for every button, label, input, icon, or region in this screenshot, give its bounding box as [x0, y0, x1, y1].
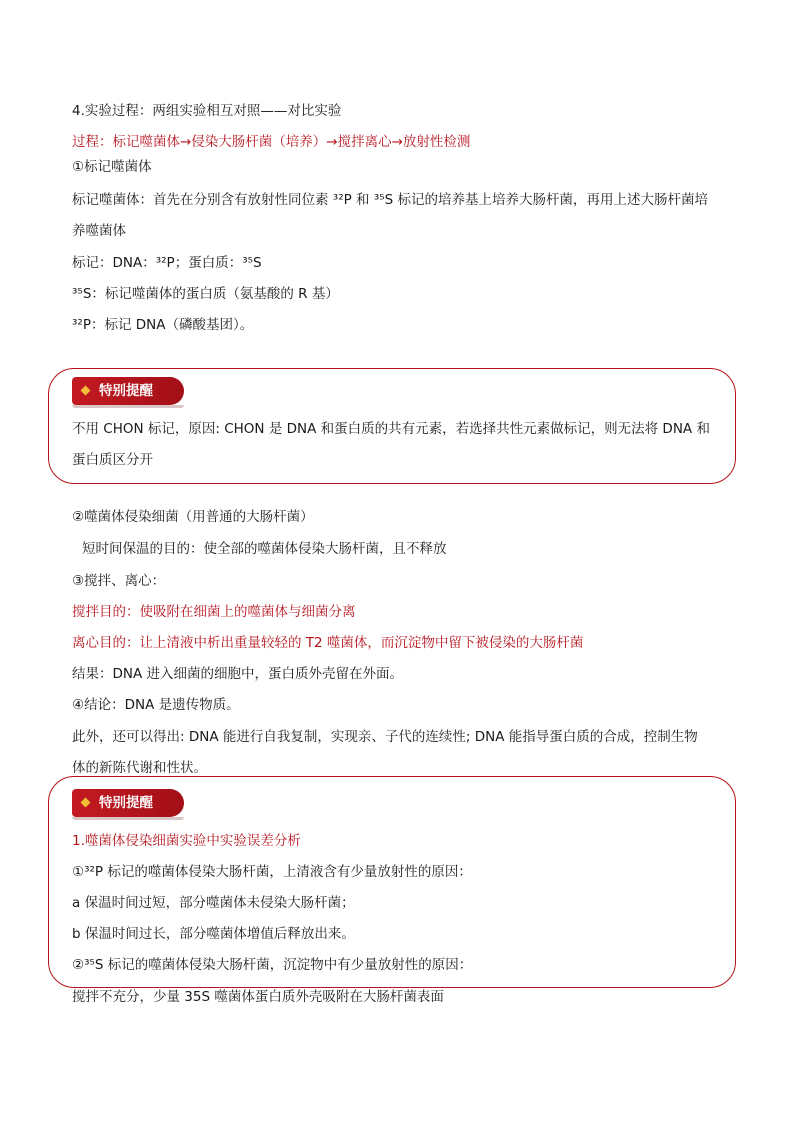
extra-line1: 此外，还可以得出: DNA 能进行自我复制，实现亲、子代的连续性; DNA 能指导蛋白质的合成，控制生物 — [72, 729, 698, 745]
tip1-line1: 不用 CHON 标记，原因: CHON 是 DNA 和蛋白质的共有元素，若选择共性元素做标记，则无法将 DNA 和 — [72, 421, 710, 437]
tip-badge-2 — [72, 789, 184, 817]
step1-text-line1: 标记噬菌体：首先在分别含有放射性同位素 ³²P 和 ³⁵S 标记的培养基上培养大肠杆菌，再用上述大肠杆菌培 — [72, 192, 709, 208]
step3-title: ③搅拌、离心： — [72, 573, 166, 589]
step4-conclusion: ④结论：DNA 是遗传物质。 — [72, 697, 240, 713]
section-heading: 4.实验过程：两组实验相互对照——对比实验 — [72, 103, 342, 119]
tip2-item2: ②³⁵S 标记的噬菌体侵染大肠杆菌，沉淀物中有少量放射性的原因： — [72, 957, 473, 973]
diamond-icon — [81, 798, 91, 808]
tip2-after: 搅拌不充分，少量 35S 噬菌体蛋白质外壳吸附在大肠杆菌表面 — [72, 989, 444, 1005]
s35-line: ³⁵S：标记噬菌体的蛋白质（氨基酸的 R 基） — [72, 286, 339, 302]
badge-shadow — [72, 817, 184, 820]
tip-badge-label: 特别提醒 — [99, 383, 153, 399]
stir-purpose: 搅拌目的：使吸附在细菌上的噬菌体与细菌分离 — [72, 604, 356, 620]
step1-text-line2: 养噬菌体 — [72, 223, 126, 239]
tip2-item1a: a 保温时间过短，部分噬菌体未侵染大肠杆菌； — [72, 895, 355, 911]
tip-badge-1 — [72, 377, 184, 405]
tip2-item1: ①³²P 标记的噬菌体侵染大肠杆菌，上清液含有少量放射性的原因： — [72, 864, 472, 880]
tip1-line2: 蛋白质区分开 — [72, 452, 153, 468]
tip-badge-label: 特别提醒 — [99, 795, 153, 811]
result-line: 结果：DNA 进入细菌的细胞中，蛋白质外壳留在外面。 — [72, 666, 404, 682]
tip2-item1b: b 保温时间过长，部分噬菌体增值后释放出来。 — [72, 926, 355, 942]
step1-title: ①标记噬菌体 — [72, 159, 152, 175]
centrifuge-purpose: 离心目的：让上清液中析出重量较轻的 T2 噬菌体，而沉淀物中留下被侵染的大肠杆菌 — [72, 635, 584, 651]
process-line: 过程：标记噬菌体→侵染大肠杆菌（培养）→搅拌离心→放射性检测 — [72, 134, 471, 150]
badge-shadow — [72, 405, 184, 408]
tip2-title: 1.噬菌体侵染细菌实验中实验误差分析 — [72, 833, 301, 849]
p32-line: ³²P：标记 DNA（磷酸基团）。 — [72, 317, 254, 333]
label-line: 标记：DNA：³²P；蛋白质：³⁵S — [72, 255, 262, 271]
step2-title: ②噬菌体侵染细菌（用普通的大肠杆菌） — [72, 509, 314, 525]
step2-detail: 短时间保温的目的：使全部的噬菌体侵染大肠杆菌，且不释放 — [82, 541, 447, 557]
extra-line2: 体的新陈代谢和性状。 — [72, 760, 207, 776]
diamond-icon — [81, 386, 91, 396]
